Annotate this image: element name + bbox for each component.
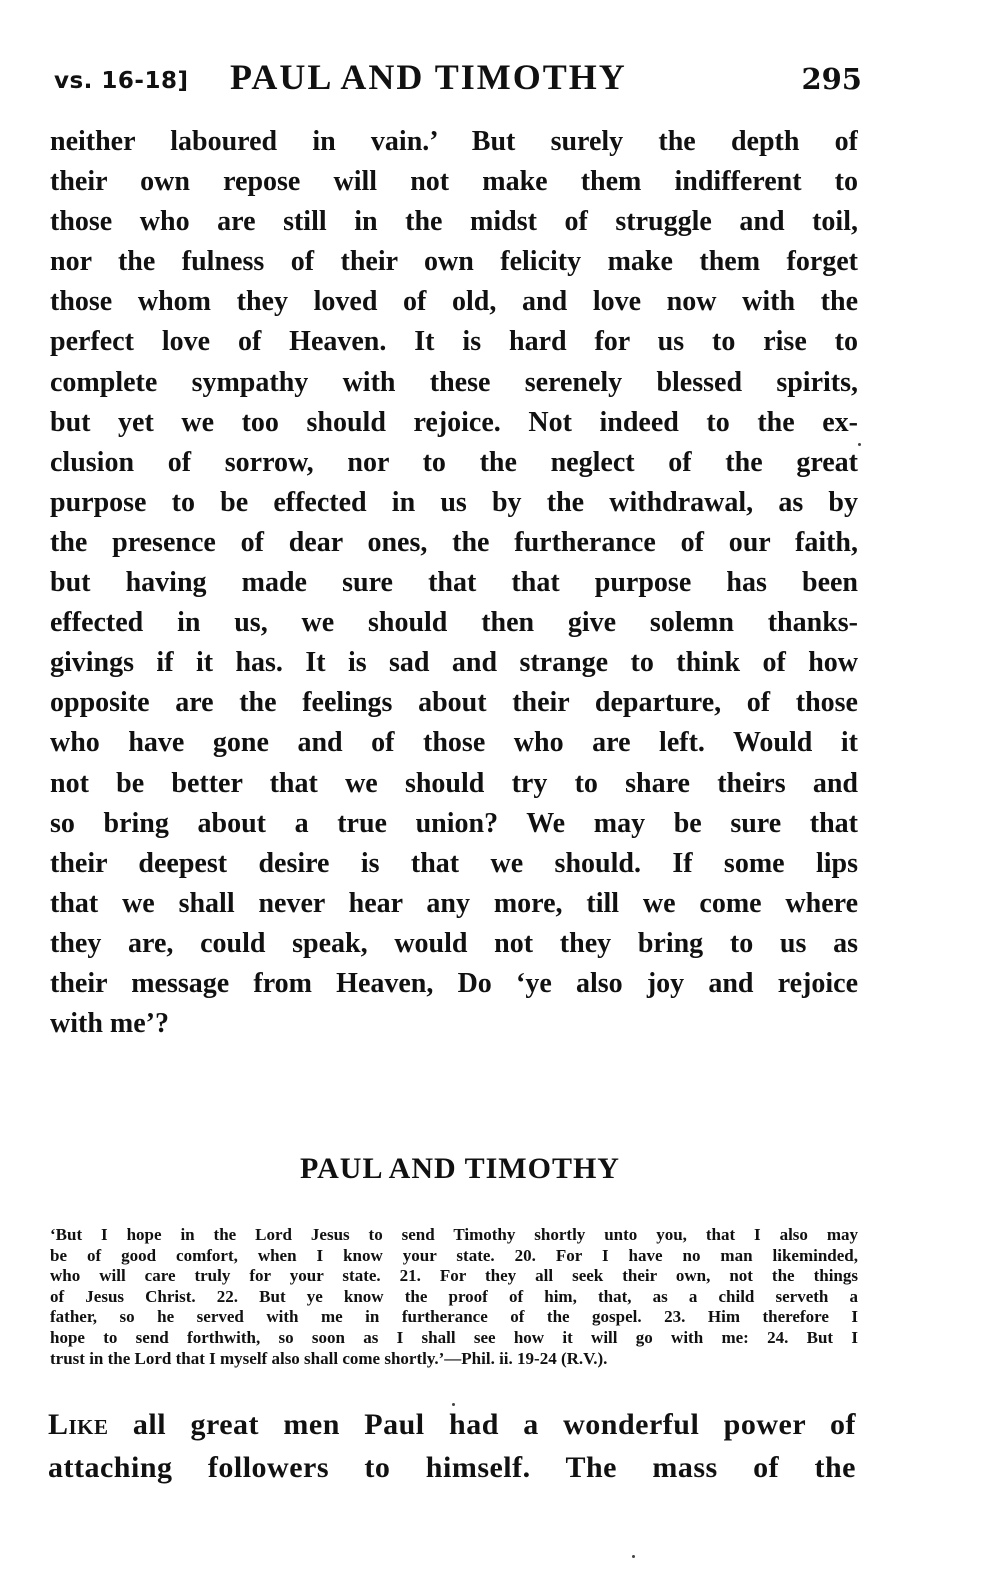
body-line: the presence of dear ones, the furtherance of our faith,: [50, 526, 858, 558]
body-line: they are, could speak, would not they bring to us as: [50, 927, 858, 959]
epigraph-line: trust in the Lord that I myself also shall come shortly.’—Phil. ii. 19-24 (R.V.).: [50, 1348, 608, 1368]
page-number: 295: [801, 62, 862, 96]
verse-reference: vs. 16-18]: [54, 68, 189, 94]
body-line: clusion of sorrow, nor to the neglect of the great: [50, 446, 858, 478]
body-line: but yet we too should rejoice. Not indeed to the ex-: [50, 406, 858, 438]
epigraph-line: ‘But I hope in the Lord Jesus to send Timothy shortly unto you, that I also may: [50, 1225, 858, 1244]
body-line: nor the fulness of their own felicity make them forget: [50, 246, 858, 278]
section-title: PAUL AND TIMOTHY: [300, 1152, 620, 1185]
body-line: their deepest desire is that we should. If some lips: [50, 847, 858, 879]
opening-line: attaching followers to himself. The mass of the: [48, 1451, 856, 1484]
body-line: with me’?: [50, 1008, 169, 1040]
scripture-epigraph: [50, 1225, 858, 1369]
body-line: who have gone and of those who are left. Would it: [50, 727, 858, 759]
print-speck: [452, 1403, 455, 1406]
epigraph-line: be of good comfort, when I know your state. 20. For I have no man likeminded,: [50, 1245, 858, 1265]
opening-line: [48, 1404, 856, 1447]
epigraph-line: who will care truly for your state. 21. For they all seek their own, not the things: [50, 1266, 858, 1286]
body-line: so bring about a true union? We may be sure that: [50, 807, 858, 839]
epigraph-line: hope to send forthwith, so soon as I shall see how it will go with me: 24. But I: [50, 1327, 858, 1347]
body-text: [50, 122, 858, 1044]
body-line: that we shall never hear any more, till we come where: [50, 887, 858, 919]
print-speck: [632, 1555, 635, 1558]
opening-paragraph: [48, 1404, 856, 1490]
body-line: neither laboured in vain.’ But surely the depth of: [50, 126, 858, 157]
opening-line-rest: all great men Paul had a wonderful power of: [108, 1408, 856, 1441]
print-speck: [858, 443, 861, 446]
running-header: [50, 58, 862, 98]
body-line: but having made sure that that purpose has been: [50, 567, 858, 599]
epigraph-line: of Jesus Christ. 22. But ye know the proof of him, that, as a child serveth a: [50, 1286, 858, 1306]
body-line: those whom they loved of old, and love now with the: [50, 286, 858, 318]
body-line: givings if it has. It is sad and strange to think of how: [50, 647, 858, 679]
epigraph-line: father, so he served with me in furtherance of the gospel. 23. Him therefore I: [50, 1307, 858, 1327]
body-line: complete sympathy with these serenely blessed spirits,: [50, 366, 858, 398]
body-line: their own repose will not make them indifferent to: [50, 166, 858, 198]
body-line: effected in us, we should then give solemn thanks-: [50, 607, 858, 639]
running-title: PAUL AND TIMOTHY: [230, 57, 627, 97]
body-line: opposite are the feelings about their departure, of those: [50, 687, 858, 719]
opening-first-word: Like: [48, 1408, 109, 1441]
body-line: not be better that we should try to share theirs and: [50, 767, 858, 799]
body-line: their message from Heaven, Do ‘ye also joy and rejoice: [50, 967, 858, 999]
body-line: those who are still in the midst of struggle and toil,: [50, 206, 858, 238]
body-line: purpose to be effected in us by the withdrawal, as by: [50, 486, 858, 518]
body-line: perfect love of Heaven. It is hard for us to rise to: [50, 326, 858, 358]
